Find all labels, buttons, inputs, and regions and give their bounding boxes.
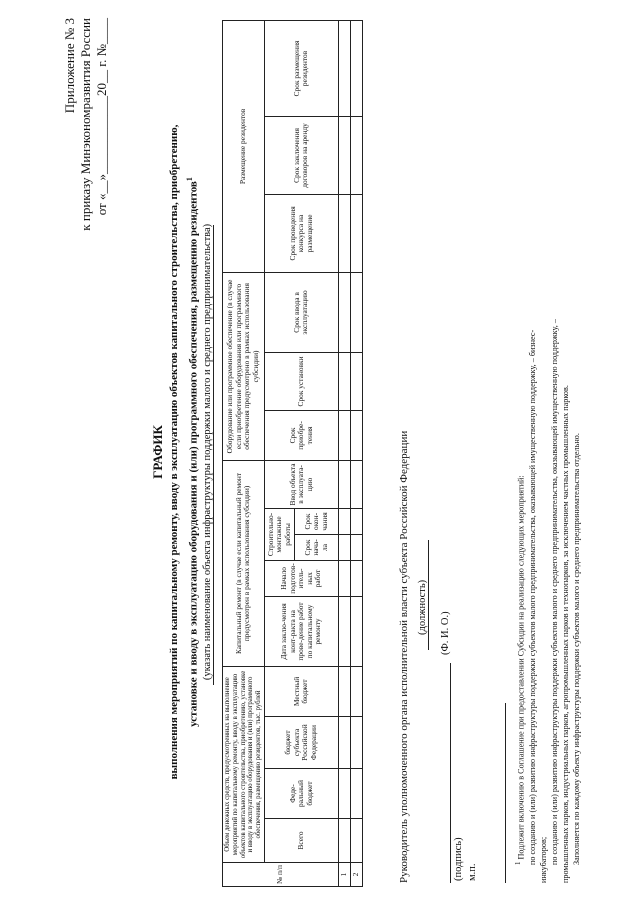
title-line-2-wrap (183, 19, 201, 885)
header-funds: Объем денежных средств, предусмотренных на выполнение мероприятий по капитальному ремонту, вводу в эксплуатацию объектов капитального строительства, приобретению, установке и вводу в эксплуатацию оборудования и (или) программного обеспечения, размещению резидентов, тыс. рублей (223, 666, 265, 862)
order-reference: к приказу Минэкономразвития России (78, 18, 93, 231)
title-line-2: установке и вводу в эксплуатацию оборудования и (или) программного обеспечения, размещению резидентов (187, 181, 200, 727)
footnote-line-1: $^1$ Подлежит включению в Соглашение при предоставлении Субсидии на реализацию следующих мероприятий: (515, 475, 526, 865)
header-construction-works: Строительно-монтажные работы (264, 508, 294, 560)
signature-caption: (подпись) (453, 837, 464, 881)
header-installation-term: Срок установки (264, 352, 338, 410)
header-equipment-commissioning: Срок ввода в эксплуатацию (264, 272, 338, 352)
footnote-line-6: Заполняется по каждому объекту инфраструктуры поддержки субъектов малого и среднего предпринимательства отдельно. (571, 433, 581, 865)
header-number: № п/п (223, 863, 339, 887)
header-purchase-term: Срок приобре-тения (264, 410, 338, 460)
header-regional-budget: бюджет субъекта Российской Федерации (264, 717, 338, 769)
footnote-line-4: по созданию и (или) развитию инфраструктуры поддержки субъектов малого и среднего предпринимательства, оказывающей имущественную поддержку, – (549, 319, 559, 865)
header-equipment: Оборудование или программное обеспечение (в случае если приобретение оборудования или программного обеспечения предусмотрено в рамках использования субсидии) (223, 272, 265, 460)
header-contract-date: Дата заклю-чения конт-ракта на прове-дение работ по капитальному ремонту (264, 596, 338, 666)
header-contest-term: Срок проведения конкурса на размещение (264, 194, 338, 272)
row-number-2: 2 (350, 863, 362, 887)
seal-caption: м.п. (467, 863, 478, 881)
title-line-1: выполнения мероприятий по капитальному ремонту, вводу в эксплуатацию объектов капитального строительства, приобретению, (168, 124, 180, 780)
fio-caption: (Ф. И. О.) (440, 611, 451, 655)
header-lease-contracts-term: Срок заключения договоров на аренду (264, 116, 338, 194)
document-title: ГРАФИК (150, 425, 165, 479)
footnote-line-2: по созданию и (или) развитию инфраструктуры поддержки субъектов малого предпринимательства, оказывающей имущественную поддержку, – бизнес- (527, 329, 537, 865)
header-capital-repair: Капитальный ремонт (в случае если капитальный ремонт предусмотрен в рамках использования субсидии) (223, 460, 265, 666)
row-number-1: 1 (338, 863, 350, 887)
signature-line (450, 663, 451, 883)
order-date-line: от «__»____________20__ г. №____ (94, 18, 109, 216)
footnote-reference: 1 (185, 177, 194, 182)
footnote-line-3: инкубаторов; (538, 836, 548, 883)
header-preparatory-works: Начало подготов-итель-ных работ (264, 560, 338, 596)
header-local-budget: Местный бюджет (264, 666, 338, 716)
schedule-table (222, 20, 363, 887)
position-caption: (должность) (417, 579, 428, 635)
header-residents: Размещение резидентов (223, 20, 265, 272)
footnote-mark: 1 (515, 861, 522, 865)
footnote-block (513, 35, 582, 883)
appendix-header (62, 18, 110, 318)
footnote-separator (505, 703, 506, 883)
object-name-hint: (указать наименование объекта инфраструктуры поддержки малого и среднего предпринимательства) (202, 223, 213, 681)
header-residents-placement-term: Срок размещения резидентов (264, 20, 338, 116)
appendix-number: Приложение № 3 (62, 18, 77, 114)
footnote-line-5: промышленных парков, индустриальных парков, агропромышленных парков и технопарков, за исключением частных промышленных парков. (560, 385, 570, 883)
signatory-heading: Руководитель уполномоченного органа исполнительной власти субъекта Российской Федерации (398, 430, 410, 883)
header-construction-end: Срок окон-чания (294, 508, 338, 534)
header-total: Всего (264, 819, 338, 863)
header-construction-start: Срок нача-ла (294, 534, 338, 560)
header-federal-budget: Феде-ральный бюджет (264, 769, 338, 819)
header-object-commissioning: Ввод объекта в эксплуата-цию (264, 460, 338, 508)
